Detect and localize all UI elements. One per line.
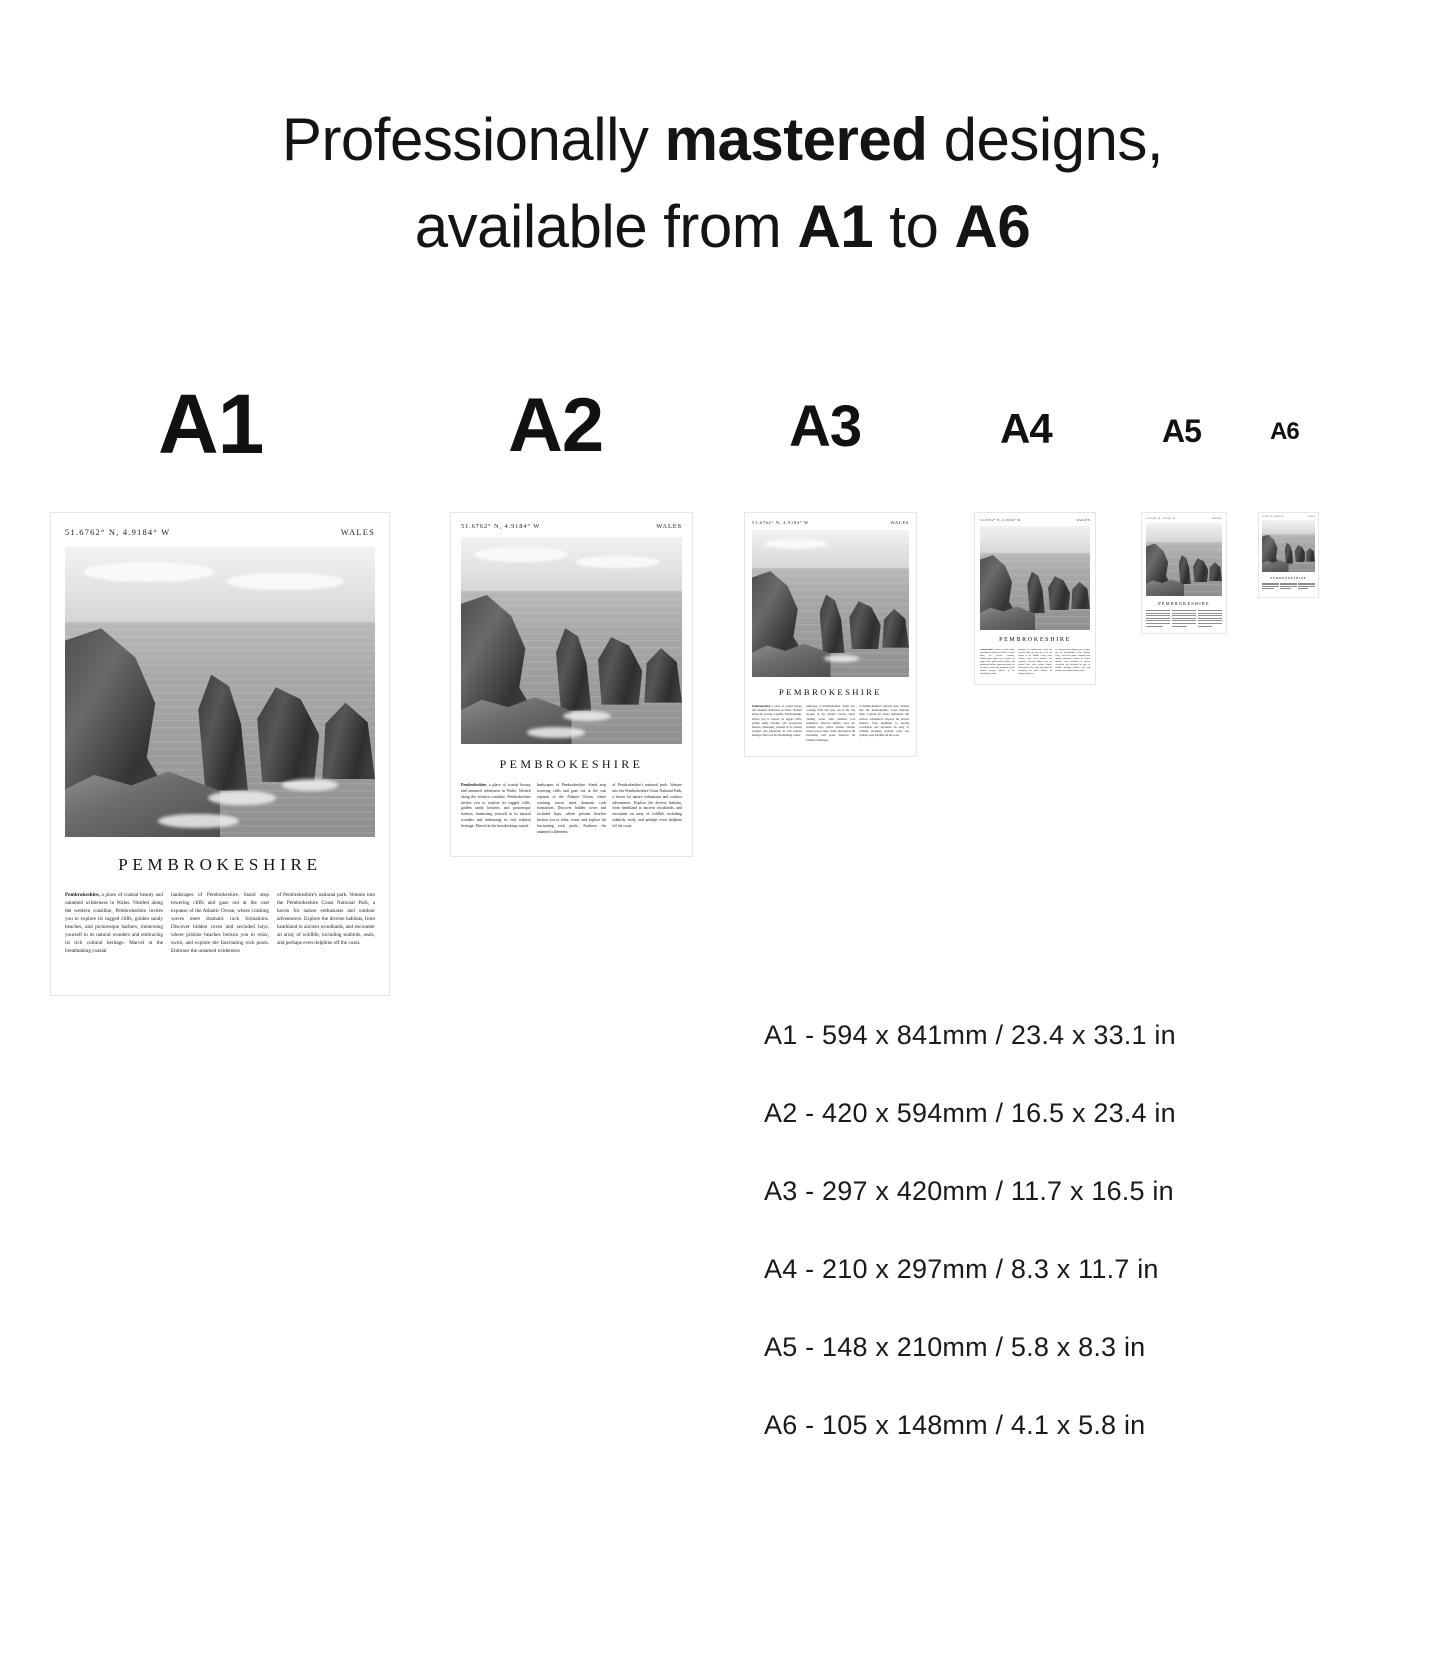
poster-a4-photo: [980, 526, 1090, 630]
dimension-a4: A4 - 210 x 297mm / 8.3 x 11.7 in: [764, 1254, 1159, 1284]
poster-a2-title: PEMBROKESHIRE: [499, 757, 644, 771]
poster-a6-region: WALES: [1308, 516, 1315, 518]
poster-a1[interactable]: [50, 512, 390, 996]
poster-a4-coordinates: 51.6762° N, 4.9184° W: [980, 518, 1021, 522]
poster-a5-coordinates: 51.6762° N, 4.9184° W: [1146, 517, 1176, 520]
poster-a3-photo: [752, 530, 909, 677]
poster-a1-photo: [65, 547, 375, 837]
dimension-a5: A5 - 148 x 210mm / 5.8 x 8.3 in: [764, 1332, 1146, 1362]
poster-a4[interactable]: [974, 512, 1096, 685]
poster-a4-body-col2: landscapes of Pembrokeshire. Stand atop towering cliffs and gaze out at the vast expanse of the Atlantic Ocean, where crashing waves meet dramatic rock formations. Discover hidden coves and secluded bays, where pristine beaches beckon you to relax, swim, and explore the fascinating rock pools. Embrace the untamed wilderness: [1017, 649, 1053, 675]
poster-a2-photo: [461, 537, 682, 744]
poster-a5-title: PEMBROKESHIRE: [1158, 601, 1210, 606]
sky: [980, 526, 1090, 553]
poster-a1-coordinates: 51.6762° N, 4.9184° W: [65, 527, 171, 537]
poster-a6-title: PEMBROKESHIRE: [1270, 575, 1307, 580]
headline-line-1: [0, 96, 1445, 183]
cloud-icon: [576, 556, 660, 568]
size-label-a2: A2: [508, 383, 604, 468]
poster-a4-body-col3: of Pembrokeshire's national park. Venture into the Pembrokeshire Coast National Park, a haven for nature enthusiasts and outdoor adventurers. Explore the diverse habitats, from heathland to ancient woodlands, and encounter an array of wildlife, including seabirds, seals, and perhaps even dolphins off the coast.: [1055, 649, 1090, 672]
sea-foam: [158, 814, 239, 829]
poster-a5-photo: [1146, 523, 1222, 596]
poster-a6-photo: [1262, 520, 1315, 572]
body-lead: Pembrokeshire,: [980, 649, 994, 651]
poster-a4-region: WALES: [1076, 518, 1090, 522]
poster-a1-region: WALES: [340, 527, 375, 537]
poster-a1-body-col1: Pembrokeshire, a place of coastal beauty and untamed wilderness in Wales. Nestled along the western coastline, Pembrokeshire invites you to explore its rugged cliffs, golden sandy beaches, and picturesque harbors, immersing yourself in its natural wonders and embracing its rich cultural heritage. Marvel at the breathtaking coastal: [65, 892, 163, 955]
sky: [752, 530, 909, 568]
dimension-a6: A6 - 105 x 148mm / 4.1 x 5.8 in: [764, 1410, 1146, 1440]
headline-line2-mid: to: [873, 193, 955, 260]
poster-a3[interactable]: [744, 512, 917, 757]
headline-line2-bold-a6: A6: [954, 193, 1031, 260]
poster-a2-region: WALES: [656, 523, 682, 530]
body-lead: Pembrokeshire,: [752, 705, 771, 708]
dimensions-list: [764, 1020, 1176, 1488]
poster-a1-title: PEMBROKESHIRE: [118, 855, 322, 874]
page-title: [0, 96, 1445, 270]
headline-line2-bold-a1: A1: [797, 193, 874, 260]
headline-line1-bold: mastered: [664, 106, 928, 173]
headline-line-2: [0, 183, 1445, 270]
poster-a4-body-col1: Pembrokeshire, a place of coastal beauty and untamed wilderness in Wales. Nestled along the western coastline, Pembrokeshire invites you to explore its rugged cliffs, golden sandy beaches, and picturesque harbors, immersing yourself in its natural wonders and embracing its rich cultural heritage. Marvel at the breathtaking coastal: [980, 649, 1015, 675]
poster-a2-coordinates: 51.6762° N, 4.9184° W: [461, 523, 541, 530]
poster-a3-region: WALES: [890, 520, 909, 525]
poster-a1-body-col2: landscapes of Pembrokeshire. Stand atop towering cliffs and gaze out at the vast expanse of the Atlantic Ocean, where crashing waves meet dramatic rock formations. Discover hidden coves and secluded bays, where pristine beaches beckon you to relax, swim, and explore the fascinating rock pools. Embrace the untamed wilderness: [171, 892, 269, 955]
dimension-a3: A3 - 297 x 420mm / 11.7 x 16.5 in: [764, 1176, 1174, 1206]
body-lead: Pembrokeshire,: [65, 892, 100, 898]
poster-a2-body-col2: landscapes of Pembrokeshire. Stand atop towering cliffs and gaze out at the vast expanse of the Atlantic Ocean, where crashing waves meet dramatic rock formations. Discover hidden coves and secluded bays, where pristine beaches beckon you to relax, swim, and explore the fascinating rock pools. Embrace the untamed wilderness: [536, 783, 607, 834]
sky: [1146, 523, 1222, 542]
poster-a5-region: WALES: [1212, 517, 1222, 520]
dimension-a2: A2 - 420 x 594mm / 16.5 x 23.4 in: [764, 1098, 1176, 1128]
headline-line1-post: designs,: [927, 106, 1164, 173]
size-label-a1: A1: [158, 377, 264, 471]
poster-a6-body-col3: [1298, 583, 1315, 591]
poster-a3-coordinates: 51.6762° N, 4.9184° W: [752, 520, 809, 525]
poster-a2-body-col1: Pembrokeshire, a place of coastal beauty and untamed wilderness in Wales. Nestled along the western coastline, Pembrokeshire invites you to explore its rugged cliffs, golden sandy beaches, and picturesque harbors, immersing yourself in its natural wonders and embracing its rich cultural heritage. Marvel at the breathtaking coastal: [461, 783, 531, 829]
poster-a2[interactable]: [450, 512, 693, 857]
poster-a5-body-col1: [1146, 610, 1170, 628]
sky: [1262, 520, 1315, 534]
poster-a6-body-col1: [1262, 583, 1279, 591]
size-label-a4: A4: [1000, 405, 1052, 452]
headline-line2-pre: available from: [414, 193, 798, 260]
poster-a6-coordinates: 51.6762° N, 4.9184° W: [1262, 516, 1283, 518]
poster-a3-title: PEMBROKESHIRE: [779, 687, 882, 697]
body-lead: Pembrokeshire,: [461, 783, 488, 787]
poster-a5-body-col3: [1198, 610, 1222, 628]
cloud-icon: [84, 562, 214, 582]
poster-a3-body-col2: landscapes of Pembrokeshire. Stand atop towering cliffs and gaze out at the vast expanse of the Atlantic Ocean, where crashing waves meet dramatic rock formations. Discover hidden coves and secluded bays, where pristine beaches beckon you to relax, swim, and explore the fascinating rock pools. Embrace the untamed wilderness: [805, 705, 856, 742]
sea-foam: [527, 727, 584, 737]
sea-foam: [208, 791, 276, 806]
dimension-a1: A1 - 594 x 841mm / 23.4 x 33.1 in: [764, 1020, 1176, 1050]
poster-a1-body-col3: of Pembrokeshire's national park. Venture into the Pembrokeshire Coast National Park, a haven for nature enthusiasts and outdoor adventurers. Explore the diverse habitats, from heathland to ancient woodlands, and encounter an array of wildlife, including seabirds, seals, and perhaps even dolphins off the coast.: [277, 892, 375, 947]
poster-a5-body-col2: [1172, 610, 1196, 628]
poster-a4-title: PEMBROKESHIRE: [999, 637, 1071, 643]
cloud-icon: [765, 539, 828, 549]
size-label-a5: A5: [1162, 413, 1201, 449]
size-label-a3: A3: [789, 394, 862, 459]
headline-line1-pre: Professionally: [281, 106, 665, 173]
poster-a6[interactable]: [1258, 512, 1319, 598]
poster-a3-body-col3: of Pembrokeshire's national park. Venture into the Pembrokeshire Coast National Park, a haven for nature enthusiasts and outdoor adventurers. Explore the diverse habitats, from heathland to ancient woodlands, and encounter an array of wildlife, including seabirds, seals, and perhaps even dolphins off the coast.: [859, 705, 909, 738]
poster-a5[interactable]: [1141, 512, 1227, 634]
poster-a2-body-col3: of Pembrokeshire's national park. Venture into the Pembrokeshire Coast National Park, a haven for nature enthusiasts and outdoor adventurers. Explore the diverse habitats, from heathland to ancient woodlands, and encounter an array of wildlife, including seabirds, seals, and perhaps even dolphins off the coast.: [612, 783, 682, 829]
sea-foam: [282, 779, 338, 791]
poster-a6-body-col2: [1280, 583, 1297, 591]
size-label-a6: A6: [1270, 418, 1299, 445]
cloud-icon: [474, 547, 567, 561]
poster-a3-body-col1: Pembrokeshire, a place of coastal beauty and untamed wilderness in Wales. Nestled along the western coastline, Pembrokeshire invites you to explore its rugged cliffs, golden sandy beaches, and picturesque harbors, immersing yourself in its natural wonders and embracing its rich cultural heritage. Marvel at the breathtaking coastal: [752, 705, 802, 738]
